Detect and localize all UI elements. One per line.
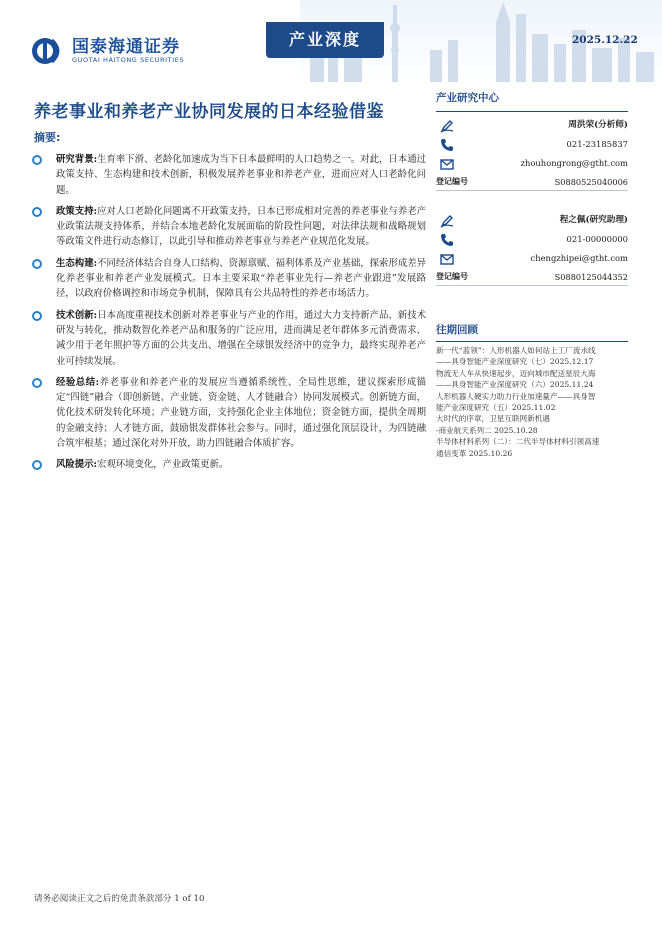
abstract-item-background — [30, 152, 426, 198]
pen-icon — [440, 214, 454, 228]
item-heading: 政策支持: — [56, 205, 98, 217]
registration-number: S0880125044352 — [554, 272, 628, 282]
analyst-email[interactable]: zhouhongrong@gtht.com — [520, 158, 628, 168]
report-type-label: 产业深度 — [288, 30, 361, 49]
phone-icon — [440, 138, 454, 152]
past-report-line[interactable]: 新一代“蓝领”：人形机器人如何站上工厂流水线 — [436, 346, 596, 355]
past-report-line[interactable]: ——具身智能产业深度研究（六）2025.11.24 — [436, 380, 594, 390]
abstract-item-policy — [30, 204, 426, 250]
analyst-card — [436, 211, 628, 286]
registration-number: S0880525040006 — [554, 177, 628, 187]
analyst-phone: 021-00000000 — [566, 234, 628, 244]
abstract-item-ecosystem — [30, 256, 426, 302]
logo-english-name: GUOTAI HAITONG SECURITIES — [72, 55, 185, 64]
item-text: 养老事业和养老产业的发展应当遵循系统性、全局性思维，建议探索形成锚定“四链”融合（即创新链、产业链、资金链、人才链融合）协同发展模式。创新链方面，优化技术研发转化环境；产业链方面，支持强化企业主体地位；资金链方面，提供全周期的金融支持；人才链方面，鼓励银发群体社会参与。同时，通过强化顶层设计，为四链融合筑牢根基；通过深化对外开放，助力四链融合体质扩容。 — [56, 376, 426, 450]
past-report-line[interactable]: 人形机器人硬实力助力行业加速量产——具身智 — [436, 391, 596, 401]
abstract-heading: 摘要: — [34, 131, 61, 144]
report-header — [0, 0, 662, 82]
item-heading: 经验总结: — [56, 376, 100, 388]
item-heading: 风险提示: — [56, 459, 97, 471]
bullet-circle-icon — [32, 311, 42, 321]
analyst-card — [436, 116, 628, 191]
past-report-line[interactable]: -商业航天系列二 2025.10.28 — [436, 425, 538, 435]
logo-chinese-name: 国泰海通证券 — [72, 36, 180, 57]
registration-label: 登记编号 — [436, 177, 468, 186]
item-heading: 研究背景: — [56, 154, 98, 165]
bullet-circle-icon — [32, 460, 42, 470]
past-report-line[interactable]: 半导体材料系列（二）：二代半导体材料引领高速 — [436, 437, 600, 447]
analyst-email[interactable]: chengzhipei@gtht.com — [530, 253, 628, 263]
bullet-circle-icon — [32, 259, 42, 269]
bullet-circle-icon — [32, 378, 42, 388]
analyst-name: 周洪荣(分析师) — [568, 120, 628, 130]
analyst-name: 程之佩(研究助理) — [559, 215, 628, 225]
abstract-item-summary — [30, 375, 426, 451]
email-icon — [440, 157, 454, 171]
abstract-list — [30, 152, 426, 479]
page-footer: 请务必阅读正文之后的免责条款部分 1 of 10 — [34, 894, 205, 904]
report-type-badge — [266, 22, 384, 58]
item-heading: 生态构建: — [56, 257, 98, 269]
logo-mark-icon — [30, 36, 66, 66]
report-date: 2025.12.22 — [572, 34, 638, 46]
item-heading: 技术创新: — [56, 309, 98, 321]
email-icon — [440, 252, 454, 266]
item-text: 应对人口老龄化问题离不开政策支持，日本已形成相对完善的养老事业与养老产业政策法规支持体系，并结合本地老龄化发展面临的阶段性问题，对法律法规和战略规划等政策文件进行动态修订，以此引导和推动养老事业与养老产业规范化发展。 — [56, 205, 426, 248]
bullet-circle-icon — [32, 207, 42, 217]
item-text: 不同经济体结合自身人口结构、资源禀赋、福利体系及产业基础，探索形成差异化养老事业和养老产业发展模式。日本主要采取“养老事业先行—养老产业跟进”发展路径，以政府价格调控和市场竞争机制，保障具有公共品特性的养老市场活力。 — [56, 257, 426, 300]
past-reports — [436, 322, 628, 459]
phone-icon — [440, 233, 454, 247]
item-text: 日本高度重视技术创新对养老事业与产业的作用，通过大力支持新产品、新技术研发与转化，推动数智化养老产品和服务的广泛应用，进而满足老年群体多元消费需求、减少用于老年照护等方面的公共支出、增强在全球银发经济中的竞争力，最终实现养老产业可持续发展。 — [56, 309, 426, 367]
analyst-phone: 021-23185837 — [566, 139, 628, 149]
past-report-line[interactable]: 物流无人车从快速起步，迈向城市配送星辰大海 — [436, 368, 596, 378]
item-text: 生育率下滑、老龄化加速成为当下日本最鲜明的人口趋势之一。对此，日本通过政策支持、生态构建和技术创新，积极发展养老事业和养老产业，进而应对人口老龄化问题。 — [56, 154, 426, 196]
past-report-line[interactable]: 能产业深度研究（五）2025.11.02 — [436, 403, 556, 413]
past-report-line[interactable]: ——具身智能产业深度研究（七）2025.12.17 — [436, 357, 594, 367]
past-report-line[interactable]: 通信变革 2025.10.26 — [436, 448, 513, 458]
registration-label: 登记编号 — [436, 272, 468, 281]
abstract-item-innovation — [30, 308, 426, 369]
research-center-title: 产业研究中心 — [436, 90, 628, 112]
abstract-item-risk — [30, 457, 426, 472]
pen-icon — [440, 119, 454, 133]
past-report-line[interactable]: 大时代的序章，卫星互联网新机遇 — [436, 414, 550, 424]
sidebar — [436, 90, 628, 459]
report-title: 养老事业和养老产业协同发展的日本经验借鉴 — [34, 102, 384, 122]
past-reports-title: 往期回顾 — [436, 322, 628, 342]
item-text: 宏观环境变化，产业政策更新。 — [96, 459, 229, 471]
company-logo — [30, 36, 184, 66]
bullet-circle-icon — [32, 155, 42, 165]
